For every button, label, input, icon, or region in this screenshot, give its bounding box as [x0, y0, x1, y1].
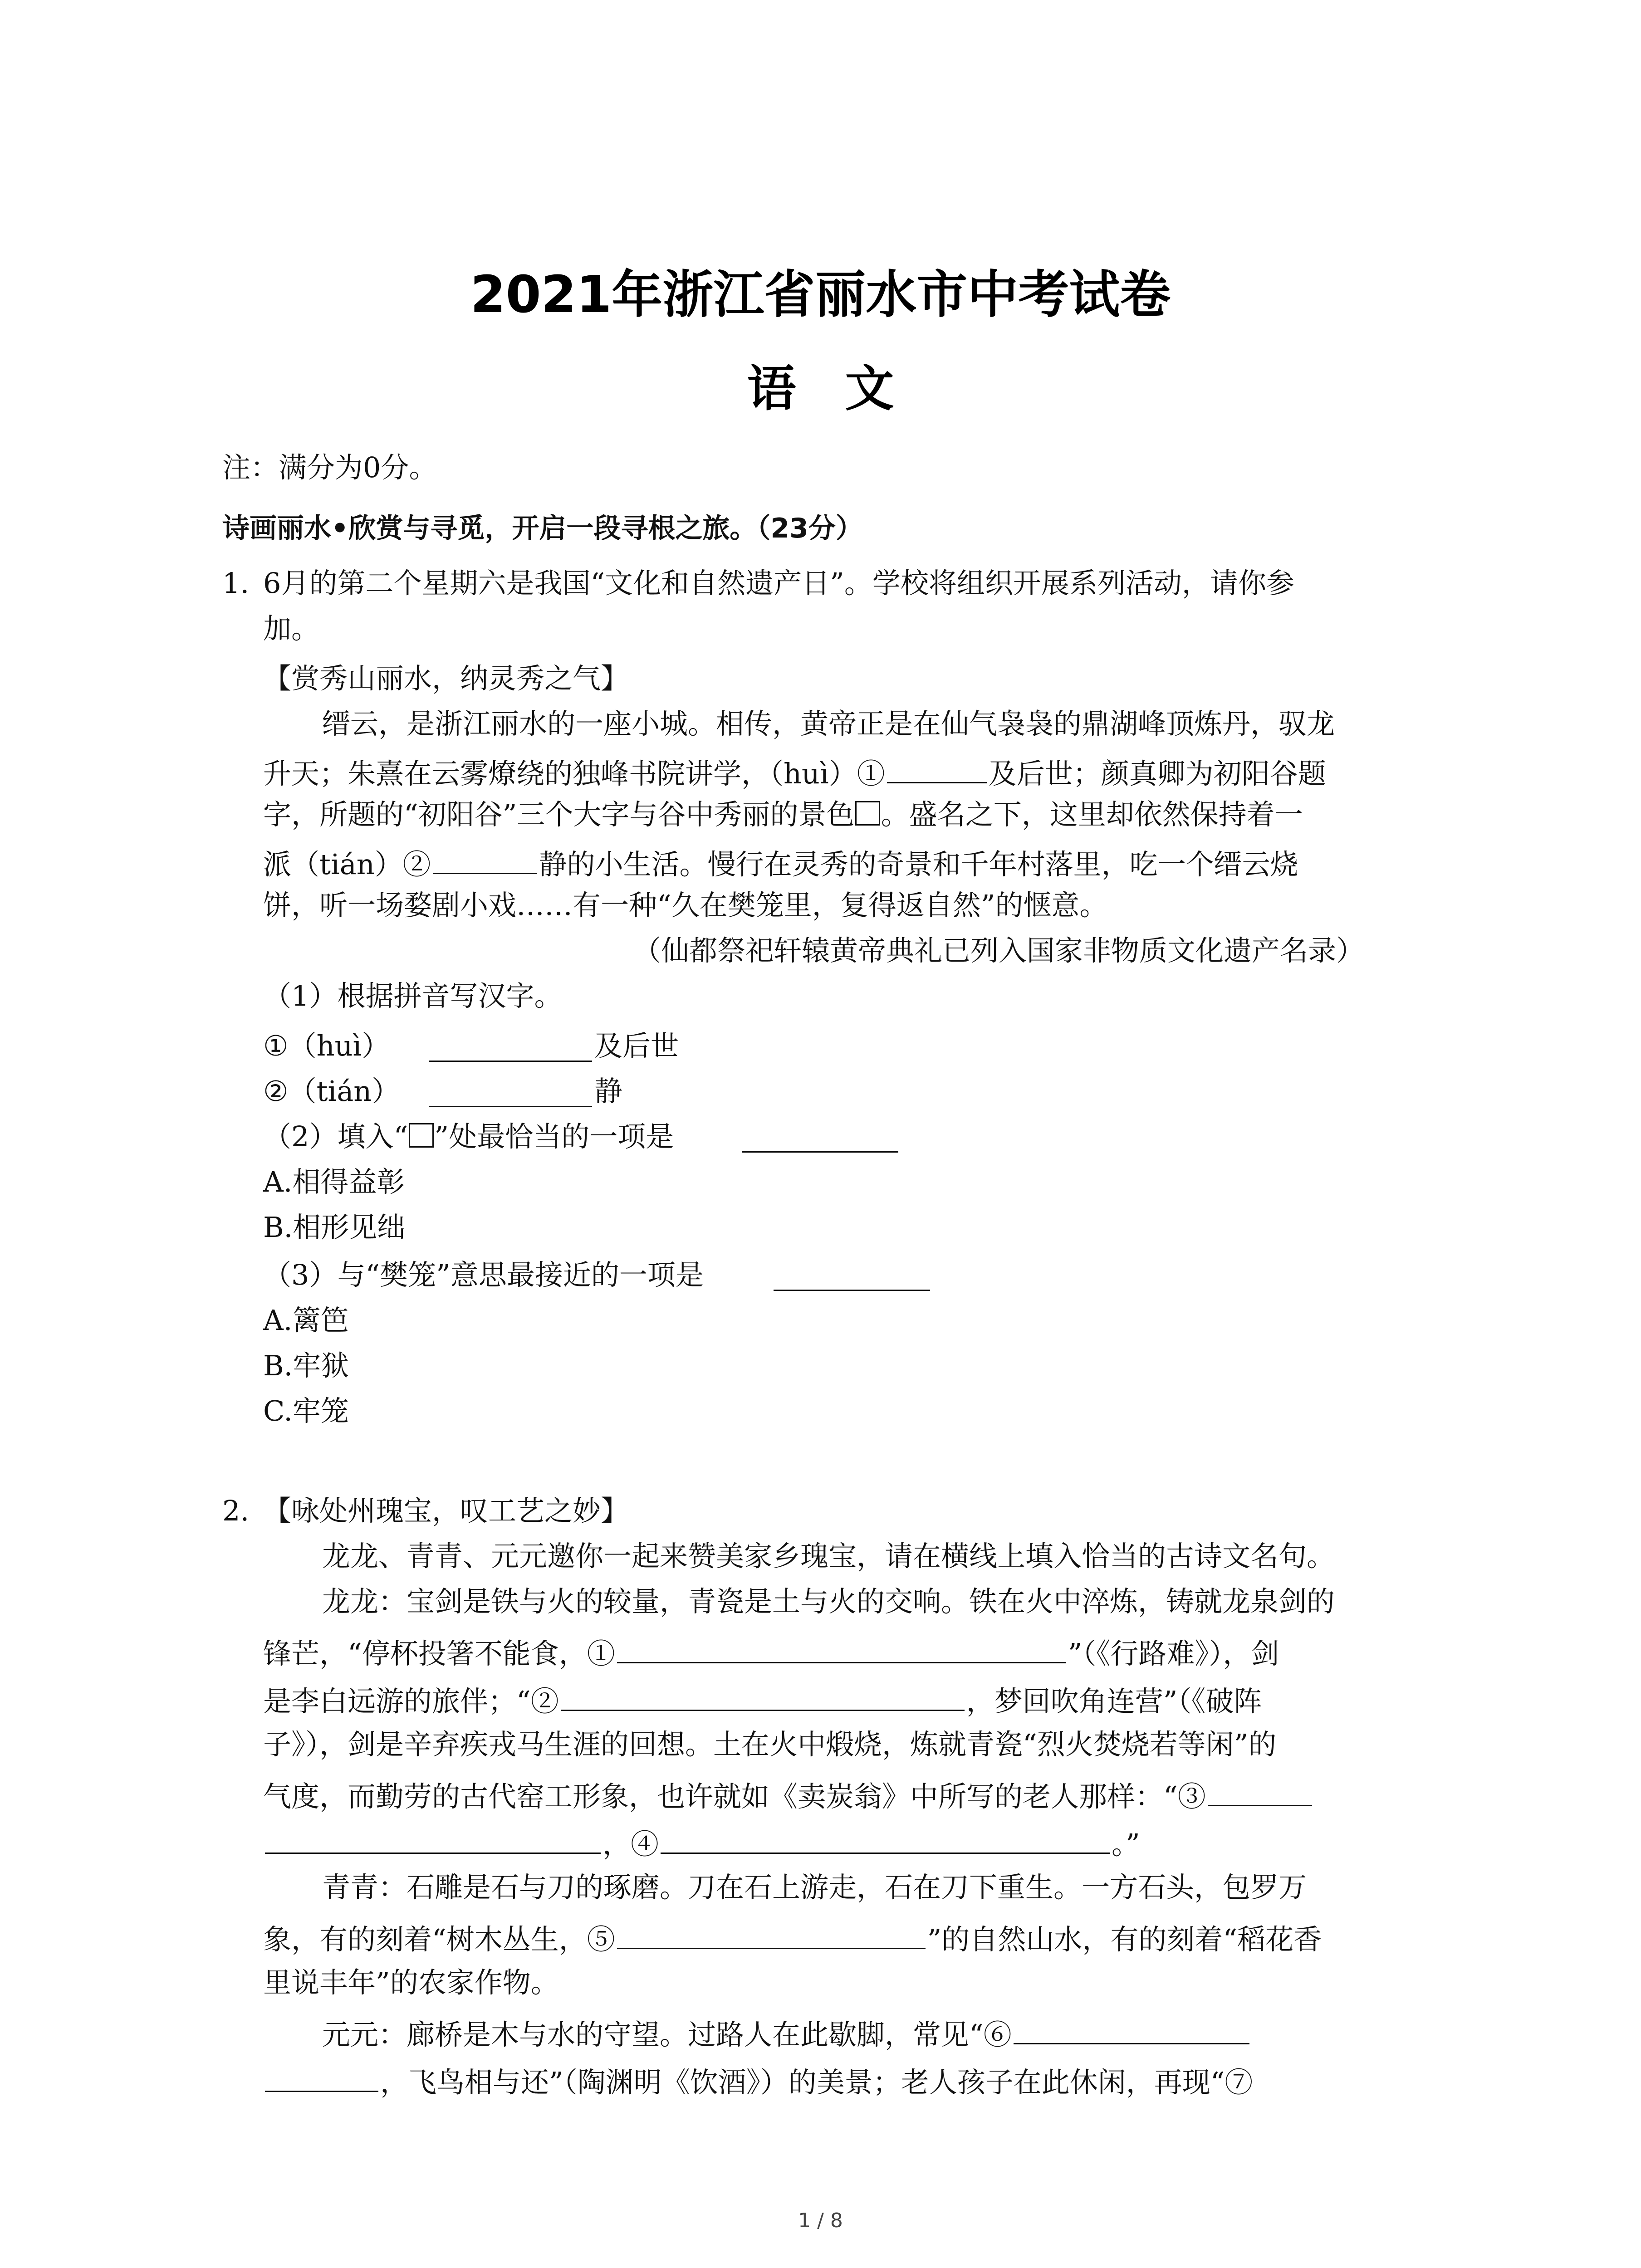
q2-line11: [263, 2064, 1253, 2097]
q2-line4: 子》），剑是辛弃疾戎马生涯的回想。土在火中煅烧，炼就青瓷“烈火焚烧若等闲”的: [263, 1728, 1277, 1761]
passage-text: 派（tián）②: [263, 847, 431, 881]
q2-line5: [263, 1778, 1314, 1811]
poem-blank-3a[interactable]: [1208, 1778, 1312, 1806]
item-label: ②（tián）: [263, 1075, 400, 1108]
passage-text: 。盛名之下，这里却依然保持着一: [881, 798, 1303, 831]
poem-blank-6b[interactable]: [265, 2064, 378, 2092]
q1-sub3-prompt: （3）与“樊笼”意思最接近的一项是: [263, 1258, 704, 1291]
question-number: 2.: [222, 1494, 250, 1527]
answer-box[interactable]: [855, 801, 880, 826]
option-c[interactable]: C.牢笼: [263, 1394, 349, 1427]
q2-line2: [263, 1635, 1279, 1668]
fill-blank-1[interactable]: [887, 755, 987, 783]
q2-line9: 里说丰年”的农家作物。: [263, 1966, 559, 1999]
passage-text: 元元：廊桥是木与水的守望。过路人在此歇脚，常见“⑥: [322, 2018, 1012, 2051]
subject-title: 语 文: [747, 361, 894, 417]
section-heading: 诗画丽水•欣赏与寻觅，开启一段寻根之旅。（23分）: [222, 513, 863, 544]
q1-passage-line3: [263, 798, 1303, 831]
option-a[interactable]: A.相得益彰: [263, 1165, 405, 1198]
passage-text: 是李白远游的旅伴；“②: [263, 1684, 559, 1718]
passage-text: 静的小生活。慢行在灵秀的奇景和千年村落里，吃一个缙云烧: [539, 847, 1298, 881]
q1-passage-note: （仙都祭祀轩辕黄帝典礼已列入国家非物质文化遗产名录）: [633, 934, 1365, 967]
passage-text: ，梦回吹角连营”（《破阵: [966, 1684, 1262, 1718]
exam-title: 2021年浙江省丽水市中考试卷: [470, 265, 1171, 324]
answer-line-2[interactable]: [429, 1106, 592, 1107]
q1-sub2-prompt: [263, 1120, 674, 1153]
score-note: 注：满分为0分。: [222, 451, 437, 484]
passage-text: 及后世；颜真卿为初阳谷题: [988, 757, 1326, 790]
q1-passage-line1: 缙云，是浙江丽水的一座小城。相传，黄帝正是在仙气袅袅的鼎湖峰顶炼丹，驭龙: [322, 707, 1335, 740]
passage-text: ，飞鸟相与还”（陶渊明《饮酒》）的美景；老人孩子在此休闲，再现“⑦: [380, 2065, 1253, 2099]
item-after-text: 静: [594, 1075, 623, 1108]
q2-line1: 龙龙：宝剑是铁与火的较量，青瓷是土与火的交响。铁在火中淬炼，铸就龙泉剑的: [322, 1585, 1335, 1618]
poem-blank-1[interactable]: [617, 1635, 1066, 1663]
q1-stem-line1: 6月的第二个星期六是我国“文化和自然遗产日”。学校将组织开展系列活动，请你参: [263, 567, 1294, 600]
answer-line-4[interactable]: [774, 1290, 930, 1291]
q2-subtitle: 【咏处州瑰宝，叹工艺之妙】: [263, 1494, 629, 1527]
q1-passage-line5: 饼，听一场婺剧小戏……有一种“久在樊笼里，复得返自然”的惬意。: [263, 889, 1108, 922]
option-b[interactable]: B.牢狱: [263, 1349, 349, 1382]
q1-subtitle: 【赏秀山丽水，纳灵秀之气】: [263, 662, 629, 695]
q2-line3: [263, 1683, 1262, 1716]
prompt-text: ”处最恰当的一项是: [434, 1120, 674, 1153]
q2-line7: 青青：石雕是石与刀的琢磨。刀在石上游走，石在刀下重生。一方石头，包罗万: [322, 1871, 1307, 1904]
passage-text: ”的自然山水，有的刻着“稻花香: [927, 1922, 1322, 1956]
poem-blank-6a[interactable]: [1014, 2016, 1249, 2044]
poem-blank-3b[interactable]: [265, 1826, 601, 1854]
q2-intro: 龙龙、青青、元元邀你一起来赞美家乡瑰宝，请在横线上填入恰当的古诗文名句。: [322, 1540, 1335, 1573]
passage-text: 锋芒，“停杯投箸不能食，①: [263, 1637, 615, 1670]
poem-blank-2[interactable]: [561, 1683, 965, 1711]
poem-blank-4[interactable]: [661, 1826, 1110, 1854]
q1-sub1-item1: [263, 1029, 390, 1062]
q1-passage-line2: [263, 755, 1326, 788]
q1-stem-line2: 加。: [263, 612, 320, 645]
option-a[interactable]: A.篱笆: [263, 1304, 349, 1337]
q2-line10: [322, 2016, 1251, 2049]
q2-line8: [263, 1921, 1322, 1954]
fill-blank-2[interactable]: [433, 846, 537, 874]
prompt-text: （2）填入“: [263, 1120, 408, 1153]
answer-box: [409, 1123, 433, 1148]
passage-text: ，④: [603, 1827, 659, 1861]
passage-text: 字，所题的“初阳谷”三个大字与谷中秀丽的景色: [263, 798, 855, 831]
passage-text: 。”: [1112, 1827, 1140, 1861]
q2-line6: [263, 1826, 1140, 1861]
passage-text: ”（《行路难》），剑: [1068, 1637, 1279, 1670]
q1-sub1-item2: [263, 1075, 400, 1108]
answer-line-3[interactable]: [742, 1151, 898, 1153]
poem-blank-5[interactable]: [617, 1921, 926, 1949]
q1-sub1-prompt: （1）根据拼音写汉字。: [263, 979, 563, 1012]
passage-text: 升天；朱熹在云雾燎绕的独峰书院讲学，（huì）①: [263, 757, 885, 790]
item-after-text: 及后世: [594, 1029, 679, 1062]
passage-text: 气度，而勤劳的古代窑工形象，也许就如《卖炭翁》中所写的老人那样：“③: [263, 1779, 1206, 1813]
page-number: 1 / 8: [798, 2209, 843, 2232]
answer-line-1[interactable]: [429, 1061, 592, 1062]
question-number: 1.: [222, 567, 250, 600]
passage-text: 象，有的刻着“树木丛生，⑤: [263, 1922, 615, 1956]
item-label: ①（huì）: [263, 1029, 390, 1062]
q1-passage-line4: [263, 846, 1298, 879]
option-b[interactable]: B.相形见绌: [263, 1211, 406, 1244]
